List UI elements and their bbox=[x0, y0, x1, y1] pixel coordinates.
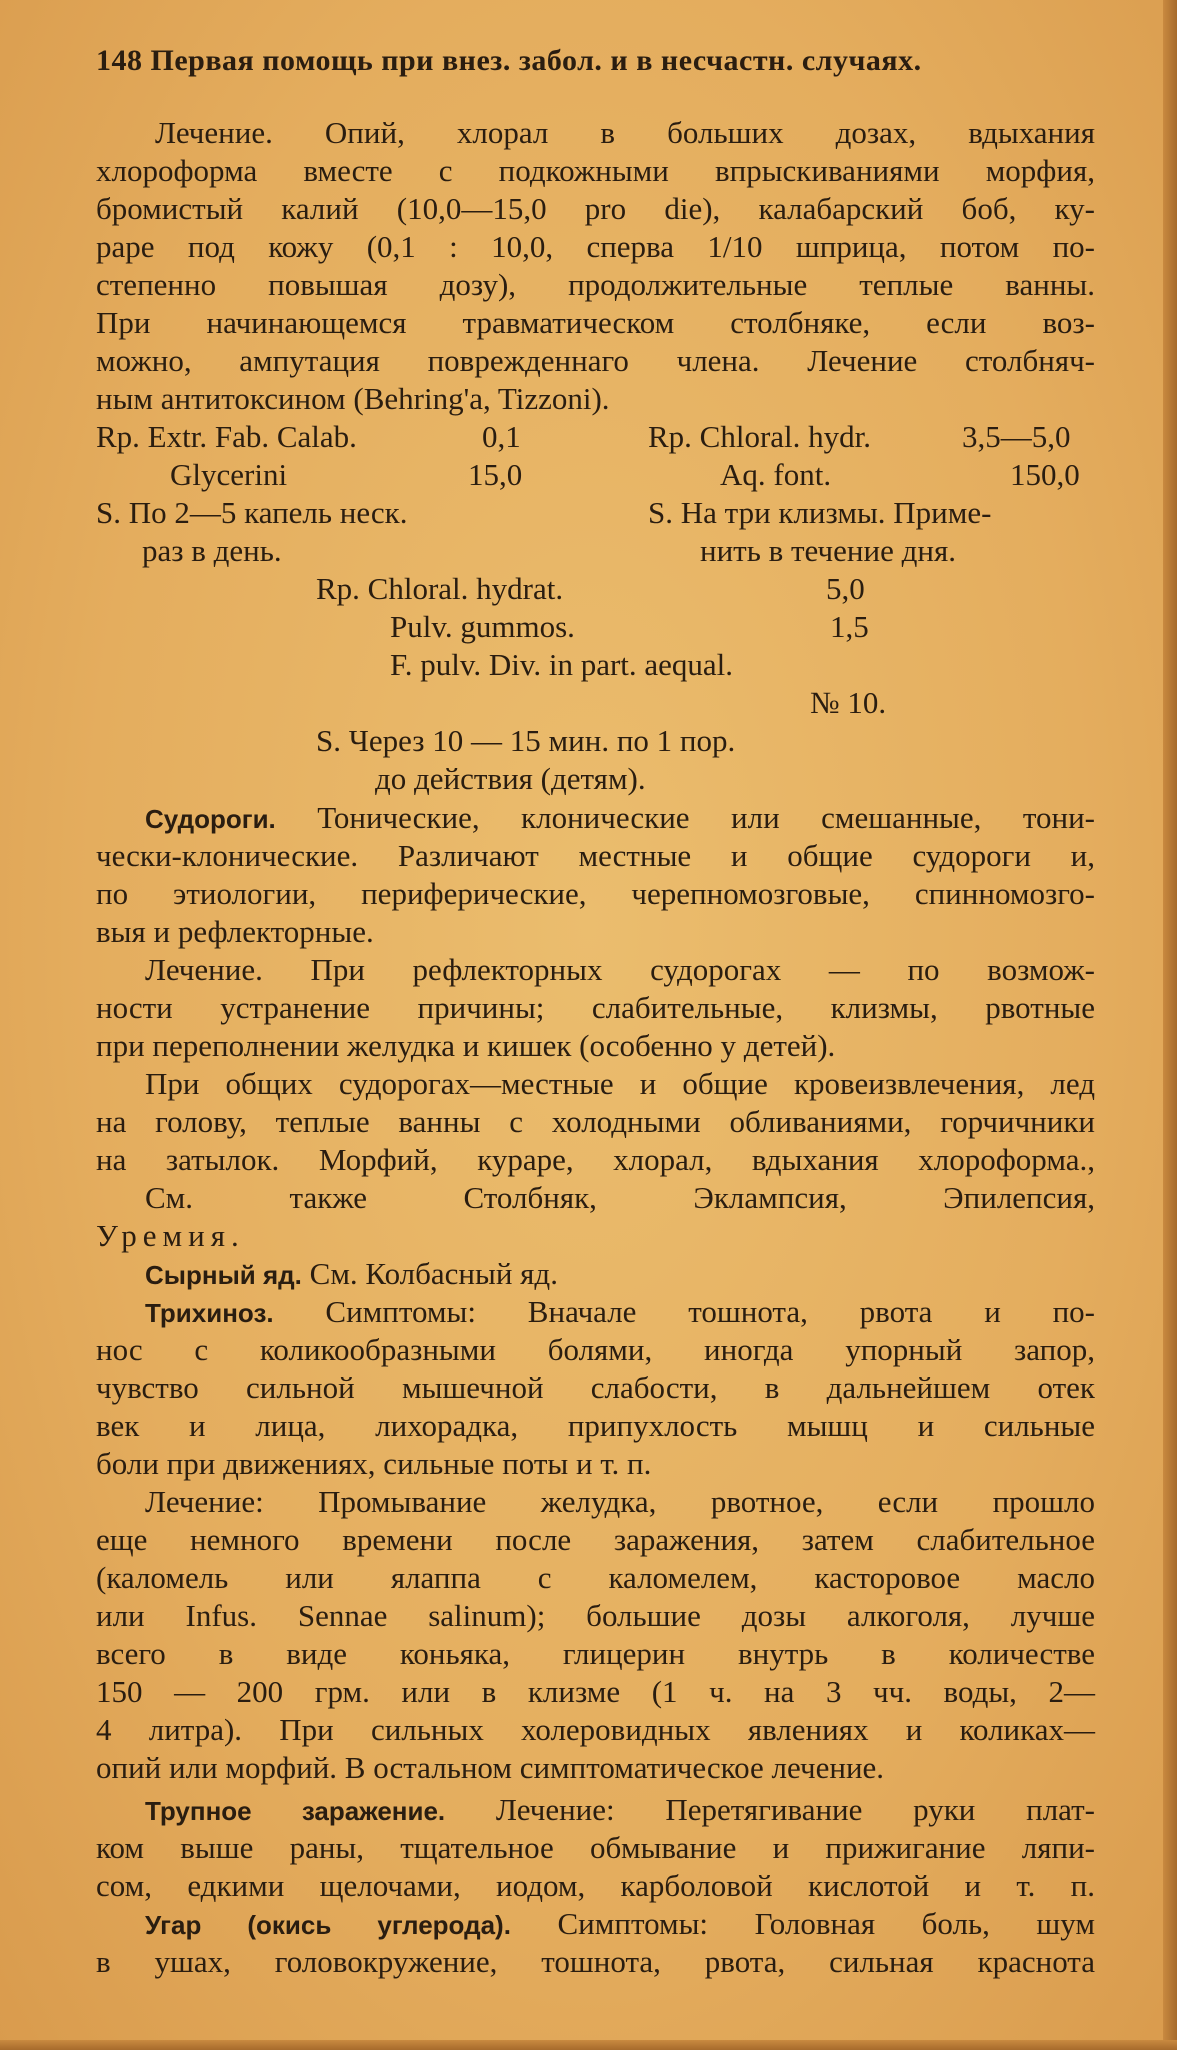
text-line: ности устранение причины; слабительные, клизмы, рвотные bbox=[96, 990, 1095, 1025]
recipe-center-form: F. pulv. Div. in part. aequal. bbox=[390, 647, 734, 682]
text-line: 4 литра). При сильных холеровидных явлениях и коликах— bbox=[96, 1712, 1095, 1747]
section-heading-cheese-poison: Сырный яд. bbox=[145, 1260, 302, 1290]
recipe-center-signa: S. Через 10 — 15 мин. по 1 пор. bbox=[316, 723, 736, 758]
recipe-center-ingredient: Pulv. gummos. bbox=[390, 609, 575, 644]
page-header: 148 Первая помощь при внез. забол. и в несчастн. случаях. bbox=[96, 44, 922, 77]
page-edge-right bbox=[1163, 0, 1177, 2050]
text-line: 150 — 200 грм. или в клизме (1 ч. на 3 чч. воды, 2— bbox=[96, 1674, 1095, 1709]
recipe-right-rp: Rp. Chloral. hydr. bbox=[648, 419, 872, 454]
section-heading-cadaver-infection: Трупное заражение. bbox=[145, 1796, 446, 1826]
recipe-right-signa-cont: нить в течение дня. bbox=[700, 533, 956, 568]
text-line: Сырный яд. См. Колбасный яд. bbox=[145, 1256, 558, 1291]
text-line: выя и рефлекторные. bbox=[96, 914, 374, 949]
recipe-center-count: № 10. bbox=[810, 685, 887, 720]
text-line: боли при движениях, сильные поты и т. п. bbox=[96, 1446, 652, 1481]
section-heading-convulsions: Судороги. bbox=[145, 804, 276, 834]
text-line: См. также Столбняк, Эклампсия, Эпилепсия, bbox=[145, 1180, 1095, 1215]
text-line: на голову, теплые ванны с холодными обливаниями, горчичники bbox=[96, 1104, 1095, 1139]
recipe-right-ingredient-amount: 150,0 bbox=[1010, 457, 1080, 492]
text-line: чески-клонические. Различают местные и общие судороги и, bbox=[96, 838, 1095, 873]
text-line: (каломель или ялаппа с каломелем, касторовое масло bbox=[96, 1560, 1095, 1595]
section-heading-co-poisoning: Угар (окись углерода). bbox=[145, 1910, 511, 1940]
recipe-center-rp: Rp. Chloral. hydrat. bbox=[316, 571, 564, 606]
text-line: Трихиноз. Симптомы: Вначале тошнота, рвота и по- bbox=[145, 1294, 1096, 1329]
text-line: раре под кожу (0,1 : 10,0, сперва 1/10 шприца, потом по- bbox=[96, 229, 1095, 264]
text-line: При начинающемся травматическом столбняке, если воз- bbox=[96, 305, 1095, 340]
text-line: сом, едкими щелочами, иодом, карболовой кислотой и т. п. bbox=[96, 1868, 1095, 1903]
text-line: ным антитоксином (Behring'a, Tizzoni). bbox=[96, 381, 610, 416]
text-line: При общих судорогах—местные и общие кровеизвлечения, лед bbox=[145, 1066, 1095, 1101]
recipe-left-rp: Rp. Extr. Fab. Calab. bbox=[96, 419, 357, 454]
recipe-left-signa-cont: раз в день. bbox=[142, 533, 282, 568]
text-line: Лечение. При рефлекторных судорогах — по возмож- bbox=[145, 952, 1095, 987]
text-line: по этиологии, периферические, черепномозговые, спинномозго- bbox=[96, 876, 1095, 911]
recipe-center-ingredient-amount: 1,5 bbox=[830, 609, 869, 644]
text-line: в ушах, головокружение, тошнота, рвота, сильная краснота bbox=[96, 1944, 1095, 1979]
text-line: Уремия. bbox=[96, 1218, 245, 1253]
recipe-left-ingredient-amount: 15,0 bbox=[468, 457, 523, 492]
recipe-left-rp-amount: 0,1 bbox=[482, 419, 521, 454]
recipe-right-rp-amount: 3,5—5,0 bbox=[962, 419, 1071, 454]
page-edge-bottom bbox=[0, 2040, 1177, 2050]
text-line: опий или морфий. В остальном симптоматическое лечение. bbox=[96, 1750, 885, 1785]
text-line: на затылок. Морфий, кураре, хлорал, вдыхания хлороформа., bbox=[96, 1142, 1095, 1177]
recipe-center-signa-cont: до действия (детям). bbox=[375, 761, 646, 796]
text-line: Лечение. Опий, хлорал в больших дозах, вдыхания bbox=[155, 115, 1095, 150]
text-line: или Infus. Sennae salinum); большие дозы алкоголя, лучше bbox=[96, 1598, 1095, 1633]
text-line: Судороги. Тонические, клонические или смешанные, тони- bbox=[145, 800, 1096, 835]
text-line: нос с коликообразными болями, иногда упорный запор, bbox=[96, 1332, 1095, 1367]
text-line: век и лица, лихорадка, припухлость мышц и сильные bbox=[96, 1408, 1095, 1443]
text-line: Трупное заражение. Лечение: Перетягивание руки плат- bbox=[145, 1792, 1096, 1827]
text-line: всего в виде коньяка, глицерин внутрь в количестве bbox=[96, 1636, 1095, 1671]
recipe-center-rp-amount: 5,0 bbox=[826, 571, 865, 606]
text-line: еще немного времени после заражения, затем слабительное bbox=[96, 1522, 1095, 1557]
text-line: чувство сильной мышечной слабости, в дальнейшем отек bbox=[96, 1370, 1095, 1405]
recipe-left-signa: S. По 2—5 капель неск. bbox=[96, 495, 408, 530]
recipe-right-signa: S. На три клизмы. Приме- bbox=[648, 495, 992, 530]
text-line: бромистый калий (10,0—15,0 pro die), калабарский боб, ку- bbox=[96, 191, 1095, 226]
text-line: можно, ампутация поврежденнаго члена. Лечение столбняч- bbox=[96, 343, 1095, 378]
text-line: степенно повышая дозу), продолжительные теплые ванны. bbox=[96, 267, 1095, 302]
recipe-left-ingredient: Glycerini bbox=[170, 457, 288, 492]
recipe-right-ingredient: Aq. font. bbox=[720, 457, 832, 492]
text-line: хлороформа вместе с подкожными впрыскиваниями морфия, bbox=[96, 153, 1095, 188]
text-line: при переполнении желудка и кишек (особенно у детей). bbox=[96, 1028, 836, 1063]
text-line: ком выше раны, тщательное обмывание и прижигание ляпи- bbox=[96, 1830, 1095, 1865]
text-line: Лечение: Промывание желудка, рвотное, если прошло bbox=[145, 1484, 1095, 1519]
text-line: Угар (окись углерода). Симптомы: Головная боль, шум bbox=[145, 1906, 1095, 1941]
section-heading-trichinosis: Трихиноз. bbox=[145, 1298, 274, 1328]
